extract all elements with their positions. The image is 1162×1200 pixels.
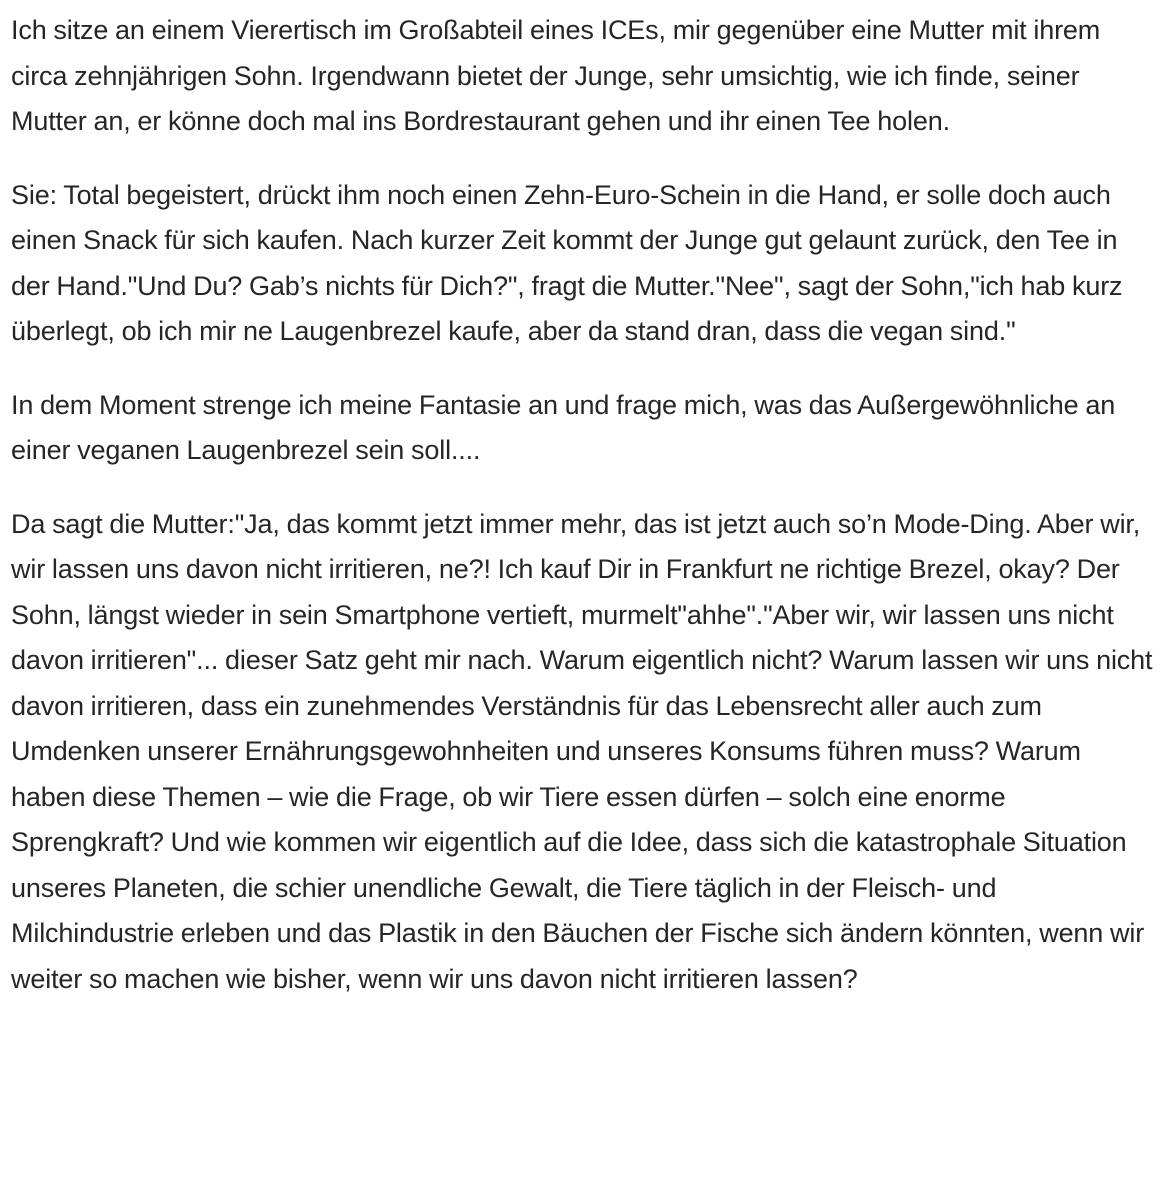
paragraph-train-scene: Ich sitze an einem Vierertisch im Großabteil eines ICEs, mir gegenüber eine Mutter mit ihrem circa zehnjährigen Sohn. Irgendwann bietet der Junge, sehr umsichtig, wie ich finde, seiner Mutter an, er könne doch mal ins Bordrestaurant gehen und ihr einen Tee holen. [11, 15, 1101, 136]
paragraph-pretzel-story: Sie: Total begeistert, drückt ihm noch einen Zehn-Euro-Schein in die Hand, er solle doch auch einen Snack für sich kaufen. Nach kurzer Zeit kommt der Junge gut gelaunt zurück, den Tee in der Hand."Und Du? Gab’s nichts für Dich?", fragt die Mutter."Nee", sagt der Sohn,"ich hab kurz überlegt, ob ich mir ne Laugenbrezel kaufe, aber da stand dran, dass die vegan sind." [11, 179, 1123, 346]
article-body [11, 8, 1157, 1030]
paragraph-fantasy: In dem Moment strenge ich meine Fantasie an und frage mich, was das Außergewöhnliche an einer veganen Laugenbrezel sein soll.... [11, 389, 1116, 465]
paragraph-reflection: Da sagt die Mutter:"Ja, das kommt jetzt immer mehr, das ist jetzt auch so’n Mode-Ding. Aber wir, wir lassen uns davon nicht irritieren, ne?! Ich kauf Dir in Frankfurt ne richtige Brezel, okay? Der Sohn, längst wieder in sein Smartphone vertieft, murmelt"ahhe"."Aber wir, wir lassen uns nicht davon irritieren"... dieser Satz geht mir nach. Warum eigentlich nicht? Warum lassen wir uns nicht davon irritieren, dass ein zunehmendes Verständnis für das Lebensrecht aller auch zum Umdenken unserer Ernährungsgewohnheiten und unseres Konsums führen muss? Warum haben diese Themen – wie die Frage, ob wir Tiere essen dürfen – solch eine enorme Sprengkraft? Und wie kommen wir eigentlich auf die Idee, dass sich die katastrophale Situation unseres Planeten, die schier unendliche Gewalt, die Tiere täglich in der Fleisch- und Milchindustrie erleben und das Plastik in den Bäuchen der Fische sich ändern könnten, wenn wir weiter so machen wie bisher, wenn wir uns davon nicht irritieren lassen? [11, 508, 1153, 994]
